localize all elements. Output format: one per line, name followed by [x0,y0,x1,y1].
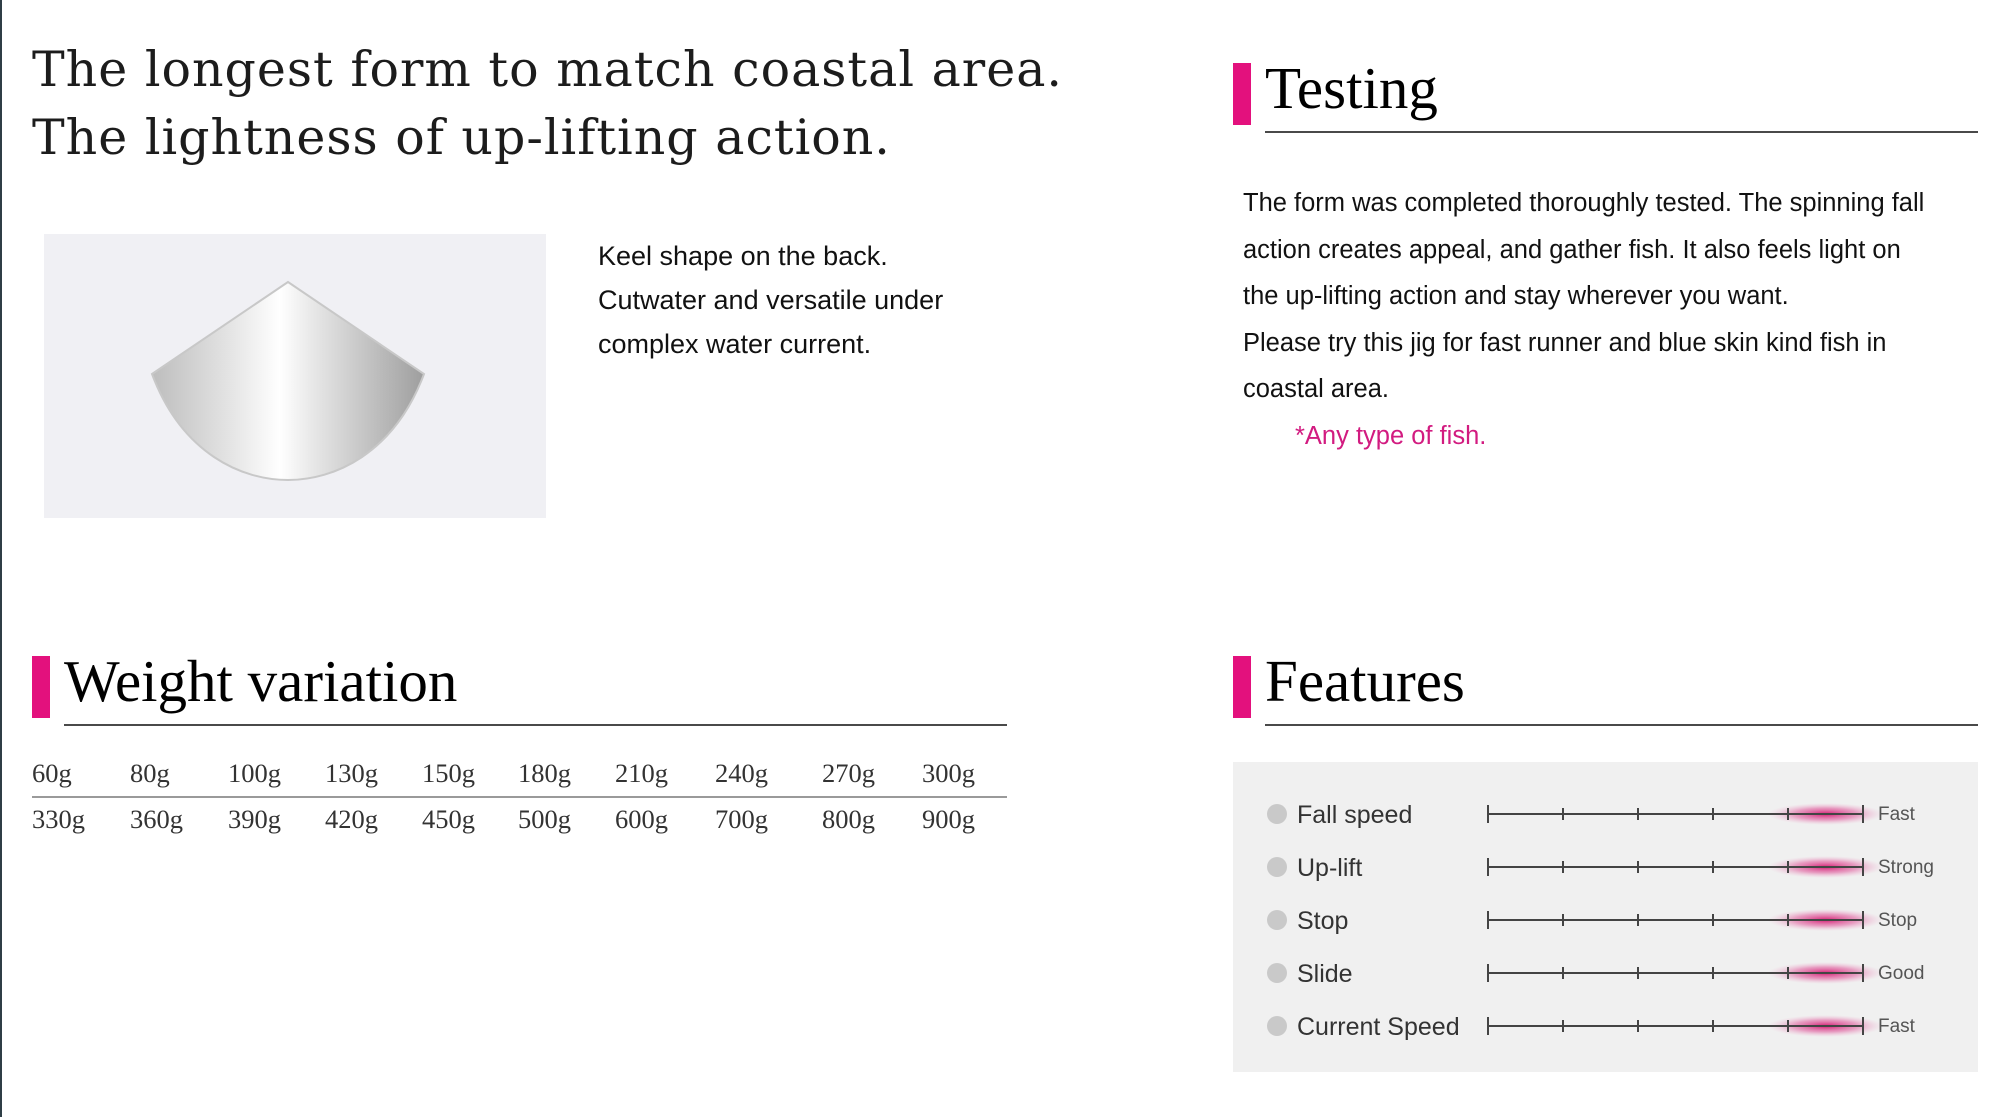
weight-cell: 80g [130,758,170,788]
headline-line-1: The longest form to match coastal area. [32,41,1064,98]
weight-cell: 900g [922,804,975,834]
weight-cell: 600g [615,804,668,834]
feature-label: Fall speed [1297,801,1413,829]
testing-last-line: coastal area. [1243,375,1390,403]
testing-line-5 [1243,366,1983,459]
feature-end-label: Good [1878,963,1925,984]
weight-cell: 330g [32,804,85,834]
feature-end-label: Fast [1878,1016,1915,1037]
weight-cell: 800g [822,804,875,834]
feature-label: Slide [1297,960,1353,988]
keel-shape [152,282,424,480]
weight-rule [64,724,1007,726]
feature-bullet-icon [1267,857,1287,877]
testing-line-3: the up-lifting action and stay wherever you want. [1243,282,1789,310]
feature-label: Up-lift [1297,854,1363,882]
feature-end-label: Stop [1878,910,1918,931]
testing-line-4: Please try this jig for fast runner and blue skin kind fish in [1243,328,1887,357]
testing-line-2: action creates appeal, and gather fish. It also feels light on [1243,235,1901,264]
weight-cell: 60g [32,758,72,788]
feature-bullet-icon [1267,963,1287,983]
weight-cell: 210g [615,758,668,788]
testing-accent-bar [1233,63,1251,125]
weight-cell: 100g [228,758,281,788]
keel-shape-illustration [44,234,546,518]
weight-heading [32,645,1007,725]
keel-line-3: complex water current. [598,329,872,359]
features-title: Features [1265,648,1465,714]
feature-label: Current Speed [1297,1013,1460,1041]
weight-cell: 130g [325,758,378,788]
keel-cross-section-image [44,234,546,518]
features-panel [1233,762,1978,1072]
headline [32,36,1063,172]
weight-cell: 450g [422,804,475,834]
weight-cell: 270g [822,758,875,788]
headline-line-2: The lightness of up-lifting action. [32,109,891,166]
left-edge-border [0,0,2,1117]
testing-description [1243,180,1983,459]
weight-title: Weight variation [64,648,458,714]
keel-description [598,234,943,366]
keel-line-1: Keel shape on the back. [598,241,888,271]
testing-line-1: The form was completed thoroughly tested. The spinning fall [1243,189,1925,217]
testing-rule [1265,131,1978,133]
weight-cell: 420g [325,804,378,834]
feature-bullet-icon [1267,804,1287,824]
testing-title: Testing [1265,55,1438,121]
testing-note: *Any type of fish. [1295,421,1487,450]
features-rule [1265,724,1978,726]
weight-row-1 [32,752,1007,796]
keel-line-2: Cutwater and versatile under [598,285,944,315]
weight-row-2 [32,798,1007,842]
feature-bullet-icon [1267,910,1287,930]
weight-cell: 150g [422,758,475,788]
weight-cell: 180g [518,758,571,788]
testing-heading [1233,52,1978,132]
features-accent-bar [1233,656,1251,718]
feature-end-label: Fast [1878,804,1915,825]
feature-bullet-icon [1267,1016,1287,1036]
weight-cell: 500g [518,804,571,834]
features-heading [1233,645,1978,725]
weight-cell: 360g [130,804,183,834]
features-rating-chart [1233,762,1978,1072]
weight-cell: 390g [228,804,281,834]
weight-accent-bar [32,656,50,718]
weight-cell: 240g [715,758,768,788]
weight-table [32,752,1007,842]
weight-cell: 300g [922,758,975,788]
weight-cell: 700g [715,804,768,834]
feature-label: Stop [1297,907,1349,935]
feature-end-label: Strong [1878,857,1934,878]
